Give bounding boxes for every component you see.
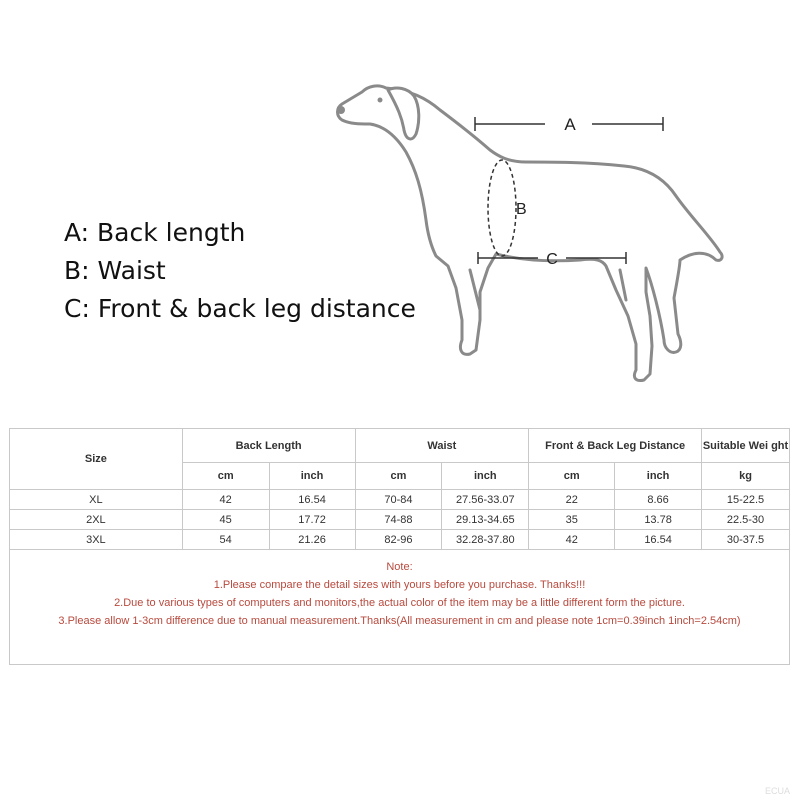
table-row [10,490,790,510]
table-cell: 29.13-34.65 [442,510,529,530]
group-header-back-length: Back Length [182,429,355,463]
header-row-groups [10,429,790,463]
table-cell: 74-88 [355,510,442,530]
unit-header: inch [442,463,529,490]
dog-measurement-diagram [330,70,730,390]
table-cell: 35 [529,510,615,530]
note-line-2: 2.Due to various types of computers and monitors,the actual color of the item may be a little different form the picture. [114,597,685,609]
legend-back-length: A: Back length [64,218,246,247]
measure-a-label: A [564,115,576,134]
note-line-3: 3.Please allow 1-3cm difference due to manual measurement.Thanks(All measurement in cm and please note 1cm=0.39inch 1inch=2.54cm) [58,615,741,627]
group-header-weight: Suitable Wei ght [702,429,790,463]
table-row [10,510,790,530]
legend-leg-distance: C: Front & back leg distance [64,294,416,323]
dog-outline [338,86,723,381]
table-cell: 70-84 [355,490,442,510]
table-cell: 32.28-37.80 [442,530,529,550]
table-cell: 15-22.5 [702,490,790,510]
size-header: Size [10,429,183,490]
unit-header: cm [355,463,442,490]
table-cell: 54 [182,530,269,550]
measure-c-label: C [546,251,558,268]
table-cell: 22.5-30 [702,510,790,530]
note-title: Note: [386,561,413,573]
notes-cell [10,550,790,665]
watermark: ECUA [764,786,790,796]
table-cell: 42 [529,530,615,550]
size-chart-table [9,428,790,665]
dog-eye [378,98,383,103]
table-row [10,530,790,550]
notes-row [10,550,790,665]
table-cell: 45 [182,510,269,530]
unit-header: inch [269,463,355,490]
measure-b-label: B [516,201,527,218]
table-cell: 16.54 [615,530,702,550]
table-cell: XL [10,490,183,510]
note-line-1: 1.Please compare the detail sizes with yours before you purchase. Thanks!!! [213,579,586,591]
table-cell: 21.26 [269,530,355,550]
table-cell: 22 [529,490,615,510]
unit-header: cm [529,463,615,490]
unit-header: kg [702,463,790,490]
group-header-waist: Waist [355,429,529,463]
legend-waist: B: Waist [64,256,166,285]
dog-nose [337,106,345,114]
group-header-leg-distance: Front & Back Leg Distance [529,429,702,463]
table-cell: 42 [182,490,269,510]
table-cell: 17.72 [269,510,355,530]
table-cell: 82-96 [355,530,442,550]
table-cell: 8.66 [615,490,702,510]
table-cell: 2XL [10,510,183,530]
table-cell: 13.78 [615,510,702,530]
table-cell: 27.56-33.07 [442,490,529,510]
table-cell: 16.54 [269,490,355,510]
table-cell: 30-37.5 [702,530,790,550]
unit-header: inch [615,463,702,490]
table-cell: 3XL [10,530,183,550]
unit-header: cm [182,463,269,490]
